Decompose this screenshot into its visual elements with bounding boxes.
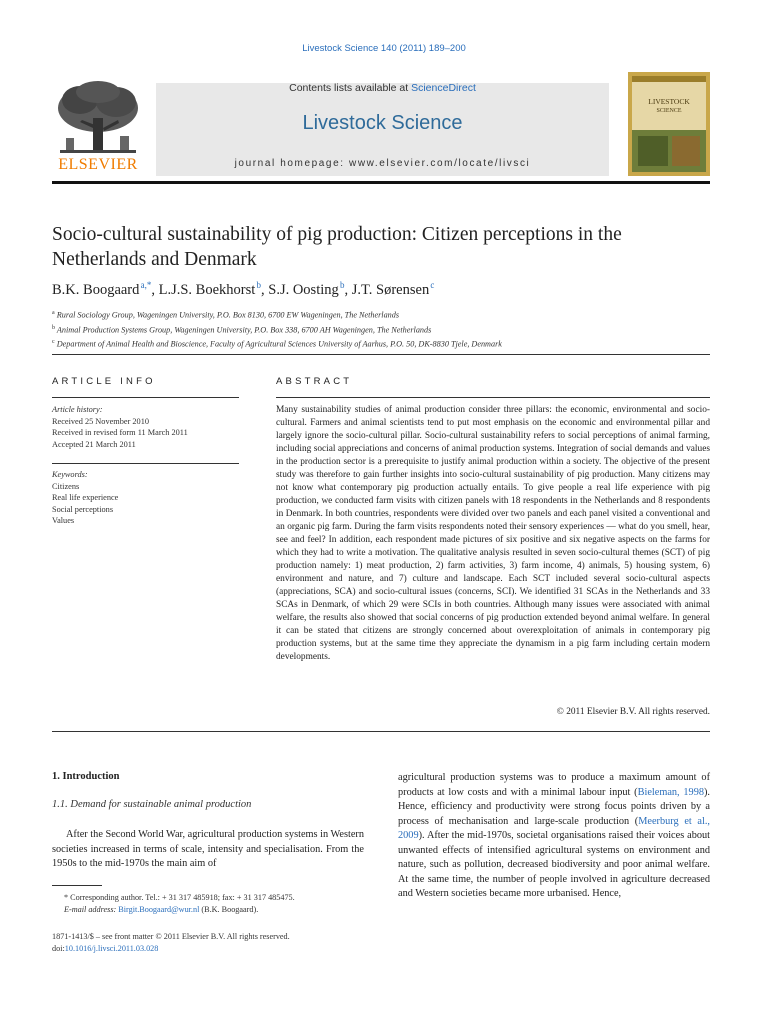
- affiliation-marker: c: [52, 339, 55, 346]
- doi-label: doi:: [52, 944, 65, 953]
- citation-link[interactable]: Bieleman, 1998: [637, 786, 704, 798]
- paragraph-text: ). After the mid-1970s, societal organisations raised their voices about unwanted effects of intensified agricultural systems on environment and nature, such as pollution, decreased biodiversity and poor animal welfare. At the same time, the number of people involved in agriculture decreased and Western societies became more urbanised. Hence,: [398, 830, 710, 899]
- email-suffix: (B.K. Boogaard).: [199, 905, 259, 914]
- journal-title: Livestock Science: [302, 112, 463, 134]
- abstract-bottom-divider: [52, 731, 710, 732]
- affiliation-item: [52, 336, 712, 351]
- author-separator: ,: [151, 281, 159, 298]
- author[interactable]: B.K. Boogaard: [52, 281, 140, 298]
- affiliation-text: Animal Production Systems Group, Wageningen University, P.O. Box 338, 6700 AH Wageningen, The Netherlands: [56, 325, 432, 335]
- paper-title: Socio-cultural sustainability of pig production: Citizen perceptions in the Netherlands and Denmark: [52, 224, 622, 270]
- footnote-marker: *: [64, 893, 69, 902]
- sciencedirect-link[interactable]: ScienceDirect: [411, 82, 476, 94]
- author-affiliation-marker[interactable]: b: [256, 280, 261, 290]
- keyword-item: Social perceptions: [52, 504, 114, 514]
- footer-info: [52, 931, 364, 955]
- affiliation-marker: a: [52, 310, 55, 316]
- affiliation-item: [52, 322, 712, 337]
- affiliation-item: [52, 307, 712, 322]
- citation-link[interactable]: Meerburg et al., 2009: [398, 815, 711, 841]
- author[interactable]: L.J.S. Boekhorst: [158, 281, 256, 298]
- cover-title-line1: LIVESTOCK: [648, 97, 690, 106]
- affiliation-marker: b: [52, 324, 55, 331]
- author-separator: ,: [261, 281, 269, 298]
- publisher-logo-text: ELSEVIER: [58, 156, 138, 173]
- contents-prefix: Contents lists available at: [289, 82, 412, 94]
- author-affiliation-marker[interactable]: b: [339, 280, 345, 290]
- journal-reference[interactable]: Livestock Science 140 (2011) 189–200: [302, 43, 466, 54]
- footnote-divider: [52, 885, 102, 886]
- corresponding-author-footnote: [52, 892, 364, 916]
- body-paragraph-left: After the Second World War, agricultural production systems in Western societies increased in terms of scale, intensity and specialisation. From the 1950s to the mid-1970s the main aim of: [52, 829, 364, 869]
- masthead-divider: [52, 181, 710, 184]
- history-item: Received 25 November 2010: [52, 416, 149, 426]
- section-heading-introduction: 1. Introduction: [52, 771, 120, 782]
- keywords-heading: Keywords:: [52, 470, 88, 479]
- history-item: Accepted 21 March 2011: [52, 439, 136, 449]
- paragraph-text: ). Hence, efficiency and productivity were strong focus points driven by a process of mechanisation and large-scale production (: [398, 786, 711, 827]
- keywords-block: [52, 469, 242, 527]
- journal-homepage[interactable]: journal homepage: www.elsevier.com/locate/livsci: [234, 158, 531, 169]
- author-list: [52, 280, 712, 299]
- footnote-line: [52, 892, 364, 904]
- doi-line: [52, 943, 364, 955]
- author[interactable]: S.J. Oosting: [268, 281, 339, 298]
- keyword-item: Real life experience: [52, 493, 119, 502]
- author-affiliation-marker[interactable]: c: [430, 280, 435, 290]
- body-paragraph-right: [398, 771, 710, 902]
- keyword-item: Citizens: [52, 481, 80, 491]
- abstract-heading: ABSTRACT: [276, 376, 353, 387]
- issn-line: 1871-1413/$ – see front matter © 2011 Elsevier B.V. All rights reserved.: [52, 932, 290, 941]
- history-heading: Article history:: [52, 405, 103, 414]
- subsection-heading: 1.1. Demand for sustainable animal production: [52, 799, 252, 810]
- email-link[interactable]: Birgit.Boogaard@wur.nl: [118, 905, 200, 914]
- paragraph-text: agricultural production systems was to produce a maximum amount of products at low costs and with a minimal labour input (: [398, 772, 710, 798]
- journal-cover-thumbnail: [628, 72, 710, 176]
- article-info-divider: [52, 397, 239, 398]
- article-info-heading: ARTICLE INFO: [52, 376, 156, 387]
- footnote-email-line: [52, 904, 364, 916]
- keyword-item: Values: [52, 516, 75, 525]
- abstract-text: Many sustainability studies of animal production consider three pillars: the economic, environmental and socio-cultural. Farmers and animal scientists tend to put most emphasis on the economic and environmental pillar and largely ignore the socio-cultural pillar. Socio-cultural sustainability refers to social perceptions of animal farming, including social appreciations and concerns of animal production systems. Integration of social demands and values in the production sector is a prerequisite to justify animal production within a society. The objective of the present study was therefore to gain further insights into socio-cultural sustainability of pig production. Many citizens may not know what contemporary pig production actually entails. To give people a real life experience with pig production, we conducted farm visits with citizen panels with 18 respondents in the Netherlands and 8 respondents in Denmark. In both countries, respondents were divided over two panels and each panel visited a conventional and an organic pig farm. During the farm visits respondents noted their sensory experiences — what do you smell, hear, see and feel? In addition, each respondent made pictures of six positive and six negative aspects on the farms for which they had to write a motivation. The qualitative analysis resulted in seven socio-cultural themes (SCT) of pig production namely: 1) meat production, 2) farm activities, 3) farm income, 4) animals, 5) housing system, 6) environment and nature, and 7) culture and landscape. Each SCT included several socio-cultural aspects (appreciations, SCA) and socio-cultural issues (concerns, SCI). We identified 31 SCAs in the Netherlands and 33 SCAs in Denmark, of which 29 were SCIs in both countries. Although many issues were associated with animal welfare, the results also showed that social concerns of pig production extended beyond animal welfare. In general it can be stated that citizens are strongly concerned about overexploitation of animals in contemporary pig production systems, but at the same time they appreciate the dynamism in a pig farm including certain modern developments.: [276, 405, 710, 662]
- author-affiliation-marker[interactable]: a,*: [140, 280, 152, 290]
- affiliation-text: Department of Animal Health and Bioscience, Faculty of Agricultural Sciences University of Aarhus, P.O. 50, DK-8830 Tjele, Denmark: [56, 340, 502, 350]
- title-divider: [52, 354, 710, 355]
- history-item: Received in revised form 11 March 2011: [52, 428, 188, 437]
- article-history: [52, 404, 242, 450]
- footnote-contact: Corresponding author. Tel.: + 31 317 485918; fax: + 31 317 485475.: [70, 893, 295, 902]
- abstract-divider: [276, 397, 710, 398]
- contents-available-line: [156, 82, 609, 94]
- author-separator: ,: [344, 281, 352, 298]
- doi-link[interactable]: 10.1016/j.livsci.2011.03.028: [64, 944, 159, 953]
- affiliation-list: [52, 307, 712, 351]
- email-label: E-mail address:: [64, 905, 117, 914]
- affiliation-text: Rural Sociology Group, Wageningen University, P.O. Box 8130, 6700 EW Wageningen, The Netherlands: [56, 310, 400, 320]
- cover-title-line2: SCIENCE: [656, 108, 682, 114]
- copyright-notice: © 2011 Elsevier B.V. All rights reserved.: [556, 707, 710, 717]
- keywords-divider: [52, 463, 239, 464]
- author[interactable]: J.T. Sørensen: [351, 281, 430, 298]
